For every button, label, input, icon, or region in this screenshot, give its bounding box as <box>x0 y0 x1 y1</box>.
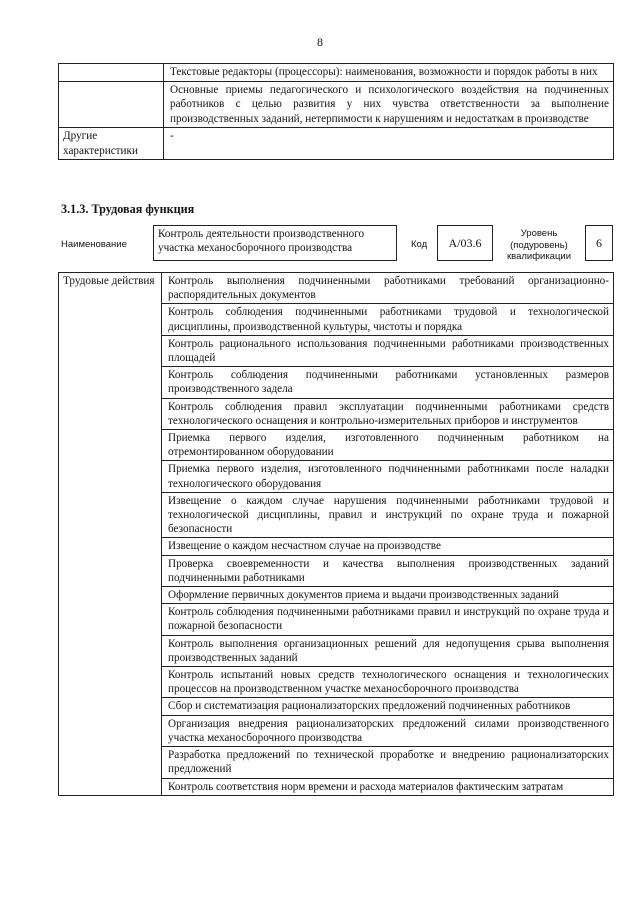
row-text: Основные приемы педагогического и психологического воздействия на подчиненных работников с целью развития у них чувства ответственности за выполнение производственных заданий, нетерпимости к нарушениям и недостаткам в производстве <box>164 81 614 128</box>
page-number: 8 <box>317 35 323 49</box>
labor-action-item: Контроль соблюдения подчиненными работниками трудовой и технологической дисциплины, производственной культуры, чистоты и порядка <box>162 304 614 335</box>
section-title: 3.1.3. Трудовая функция <box>61 202 195 216</box>
row-label-other-characteristics: Другие характеристики <box>59 128 164 160</box>
labor-action-item: Контроль рационального использования подчиненными работниками производственных площадей <box>162 335 614 366</box>
labor-action-item: Контроль выполнения подчиненными работниками требований организационно-распорядительных документов <box>162 273 614 304</box>
labor-action-item: Разработка предложений по технической проработке и внедрению рационализаторских предложений <box>162 747 614 778</box>
labor-action-item: Приемка первого изделия, изготовленного подчиненными работниками после наладки технологического оборудования <box>162 461 614 492</box>
labor-action-item: Контроль испытаний новых средств технологического оснащения и технологических процессов на производственном участке механосборочного производства <box>162 667 614 698</box>
table-row <box>59 81 614 128</box>
labor-action-item: Приемка первого изделия, изготовленного подчиненным работником на отремонтированном оборудовании <box>162 430 614 461</box>
labor-action-item: Организация внедрения рационализаторских предложений силами производственного участка механосборочного производства <box>162 715 614 746</box>
row-text: - <box>164 128 614 160</box>
code-label: Код <box>411 239 428 250</box>
table-row <box>59 273 614 304</box>
labor-action-item: Сбор и систематизация рационализаторских предложений подчиненных работников <box>162 698 614 715</box>
labor-action-item: Проверка своевременности и качества выполнения производственных заданий подчиненными работниками <box>162 555 614 586</box>
name-label: Наименование <box>61 239 127 250</box>
function-code-box: А/03.6 <box>437 225 493 261</box>
labor-action-item: Извещение о каждом несчастном случае на производстве <box>162 538 614 555</box>
table-row <box>59 64 614 82</box>
labor-action-item: Оформление первичных документов приема и выдачи производственных заданий <box>162 587 614 604</box>
table-row <box>59 128 614 160</box>
labor-action-item: Контроль соблюдения правил эксплуатации подчиненными работниками средств технологического оснащения и контрольно-измерительных приборов и инструментов <box>162 398 614 429</box>
labor-action-item: Контроль соответствия норм времени и расхода материалов фактическим затратам <box>162 778 614 795</box>
row-label <box>59 81 164 128</box>
qualification-level-box: 6 <box>585 225 613 261</box>
labor-action-item: Контроль соблюдения подчиненными работниками установленных размеров производственного задела <box>162 367 614 398</box>
level-label: Уровень (подуровень) квалификации <box>506 228 572 262</box>
labor-actions-table <box>58 272 614 796</box>
row-label <box>59 64 164 82</box>
labor-action-item: Контроль соблюдения подчиненными работниками правил и инструкций по охране труда и пожарной безопасности <box>162 604 614 635</box>
labor-action-item: Контроль выполнения организационных решений для недопущения срыва выполнения производственных заданий <box>162 635 614 666</box>
knowledge-table <box>58 63 614 160</box>
labor-actions-label: Трудовые действия <box>59 273 162 796</box>
function-name-box: Контроль деятельности производственного участка механосборочного производства <box>153 225 397 261</box>
labor-action-item: Извещение о каждом случае нарушения подчиненными работниками трудовой и технологической дисциплины, правил и инструкций по охране труда и пожарной безопасности <box>162 492 614 538</box>
row-text: Текстовые редакторы (процессоры): наименования, возможности и порядок работы в них <box>164 64 614 82</box>
